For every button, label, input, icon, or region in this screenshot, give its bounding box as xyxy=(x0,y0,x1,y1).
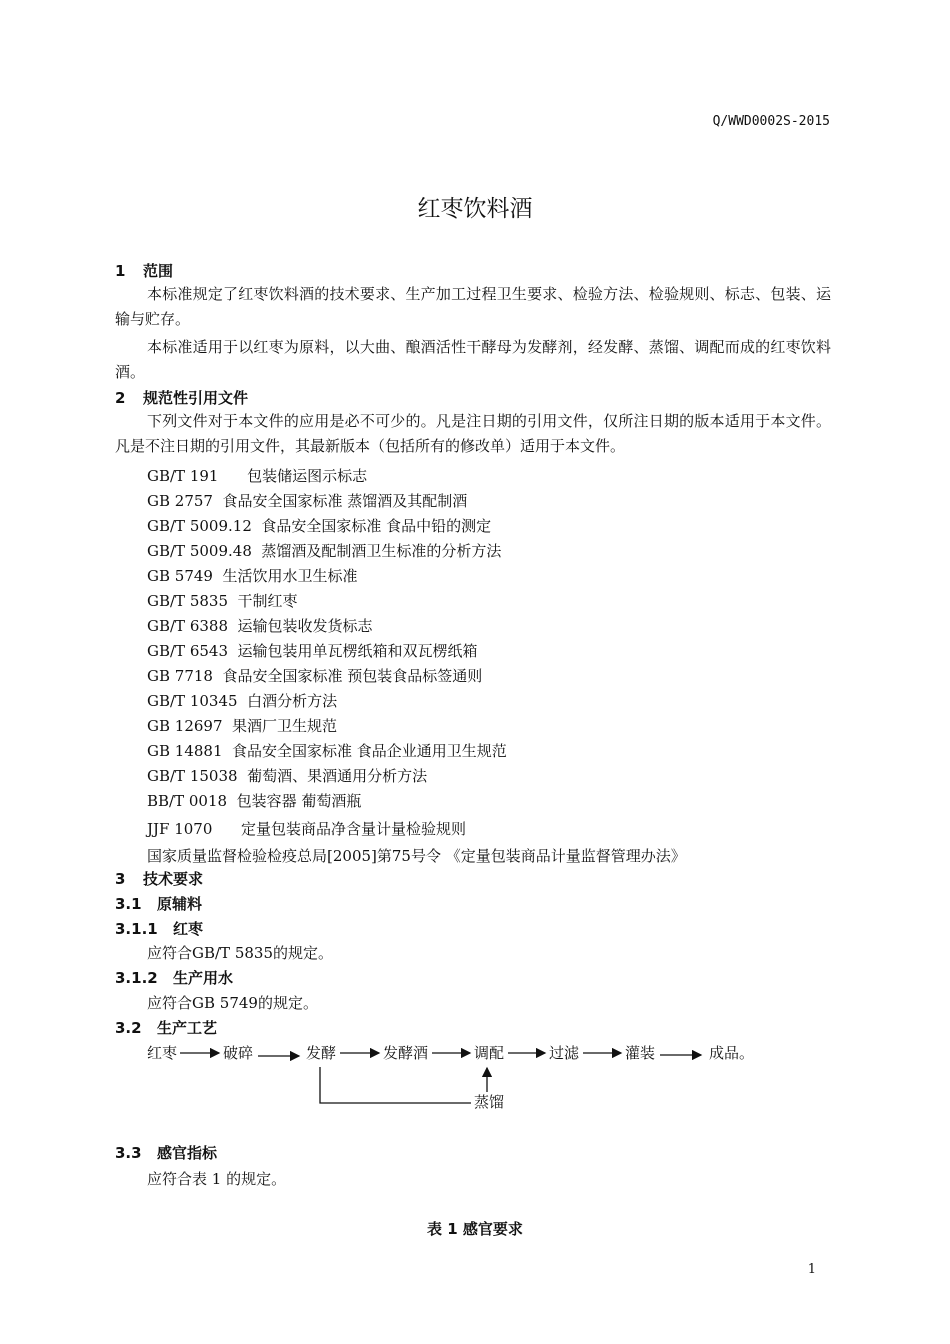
flow-step-fermented-wine: 发酵酒 xyxy=(383,1044,429,1062)
page-number: 1 xyxy=(807,1262,816,1277)
section-3-1-2-text: 应符合GB 5749的规定。 xyxy=(147,994,318,1012)
section-number: 3.1.1 xyxy=(115,920,158,938)
section-1-paragraph-1: 本标准规定了红枣饮料酒的技术要求、生产加工过程卫生要求、检验方法、检验规则、标志、包装、运输与贮存。 xyxy=(115,285,831,328)
section-3-1-1-text: 应符合GB/T 5835的规定。 xyxy=(147,944,334,962)
reference-item: GB/T 6388 运输包装收发货标志 xyxy=(147,617,373,635)
section-number: 3 xyxy=(115,870,126,888)
reference-item: GB/T 6543 运输包装用单瓦楞纸箱和双瓦楞纸箱 xyxy=(147,642,478,660)
section-3-3-text: 应符合表 1 的规定。 xyxy=(147,1170,287,1188)
section-number: 3.1.2 xyxy=(115,969,158,987)
reference-item: GB/T 191 包装储运图示标志 xyxy=(147,467,368,485)
section-number: 3.1 xyxy=(115,895,142,913)
distill-branch-line xyxy=(320,1067,471,1103)
table-caption: 表 1 感官要求 xyxy=(427,1220,523,1238)
flow-step-product: 成品。 xyxy=(709,1044,755,1062)
reference-item: GB 12697 果酒厂卫生规范 xyxy=(147,717,338,735)
reference-item: GB 5749 生活饮用水卫生标准 xyxy=(147,567,358,585)
reference-item: GB 7718 食品安全国家标准 预包装食品标签通则 xyxy=(147,667,483,685)
document-title: 红枣饮料酒 xyxy=(417,196,533,222)
section-2-paragraph-1: 下列文件对于本文件的应用是必不可少的。凡是注日期的引用文件，仅所注日期的版本适用于本文件。凡是不注日期的引用文件，其最新版本（包括所有的修改单）适用于本文件。 xyxy=(115,412,831,455)
section-1-paragraph-2: 本标准适用于以红枣为原料，以大曲、酿酒活性干酵母为发酵剂，经发酵、蒸馏、调配而成的红枣饮料酒。 xyxy=(115,338,831,381)
section-title: 范围 xyxy=(143,262,174,280)
flow-step-raw-dates: 红枣 xyxy=(147,1044,178,1062)
section-title: 红枣 xyxy=(173,920,204,938)
flow-step-ferment: 发酵 xyxy=(306,1044,337,1062)
reference-item: GB/T 15038 葡萄酒、果酒通用分析方法 xyxy=(147,767,428,785)
reference-item: BB/T 0018 包装容器 葡萄酒瓶 xyxy=(147,792,362,810)
reference-item: JJF 1070 定量包装商品净含量计量检验规则 xyxy=(147,820,466,838)
reference-item: GB/T 10345 白酒分析方法 xyxy=(147,692,338,710)
standard-number: Q/WWD0002S-2015 xyxy=(712,114,830,129)
section-3-3-heading xyxy=(115,1142,217,1163)
reference-item: GB 14881 食品安全国家标准 食品企业通用卫生规范 xyxy=(147,742,507,760)
reference-item: GB/T 5835 干制红枣 xyxy=(147,592,298,610)
section-title: 原辅料 xyxy=(157,895,203,913)
reference-item: GB/T 5009.12 食品安全国家标准 食品中铅的测定 xyxy=(147,517,492,535)
section-title: 生产用水 xyxy=(173,969,234,987)
section-number: 3.2 xyxy=(115,1019,142,1037)
flow-step-fill: 灌装 xyxy=(625,1044,656,1062)
section-title: 规范性引用文件 xyxy=(143,389,249,407)
section-title: 感官指标 xyxy=(157,1144,218,1162)
section-number: 1 xyxy=(115,262,126,280)
flow-step-filter: 过滤 xyxy=(549,1044,580,1062)
section-number: 2 xyxy=(115,389,126,407)
reference-item: 国家质量监督检验检疫总局[2005]第75号令 《定量包装商品计量监督管理办法》 xyxy=(147,847,686,865)
section-title: 技术要求 xyxy=(143,870,204,888)
flow-step-blend: 调配 xyxy=(474,1044,505,1062)
section-number: 3.3 xyxy=(115,1144,142,1162)
reference-item: GB 2757 食品安全国家标准 蒸馏酒及其配制酒 xyxy=(147,492,468,510)
flow-step-distill: 蒸馏 xyxy=(474,1093,505,1111)
section-title: 生产工艺 xyxy=(157,1019,218,1037)
flow-step-crush: 破碎 xyxy=(223,1044,254,1062)
reference-item: GB/T 5009.48 蒸馏酒及配制酒卫生标准的分析方法 xyxy=(147,542,502,560)
